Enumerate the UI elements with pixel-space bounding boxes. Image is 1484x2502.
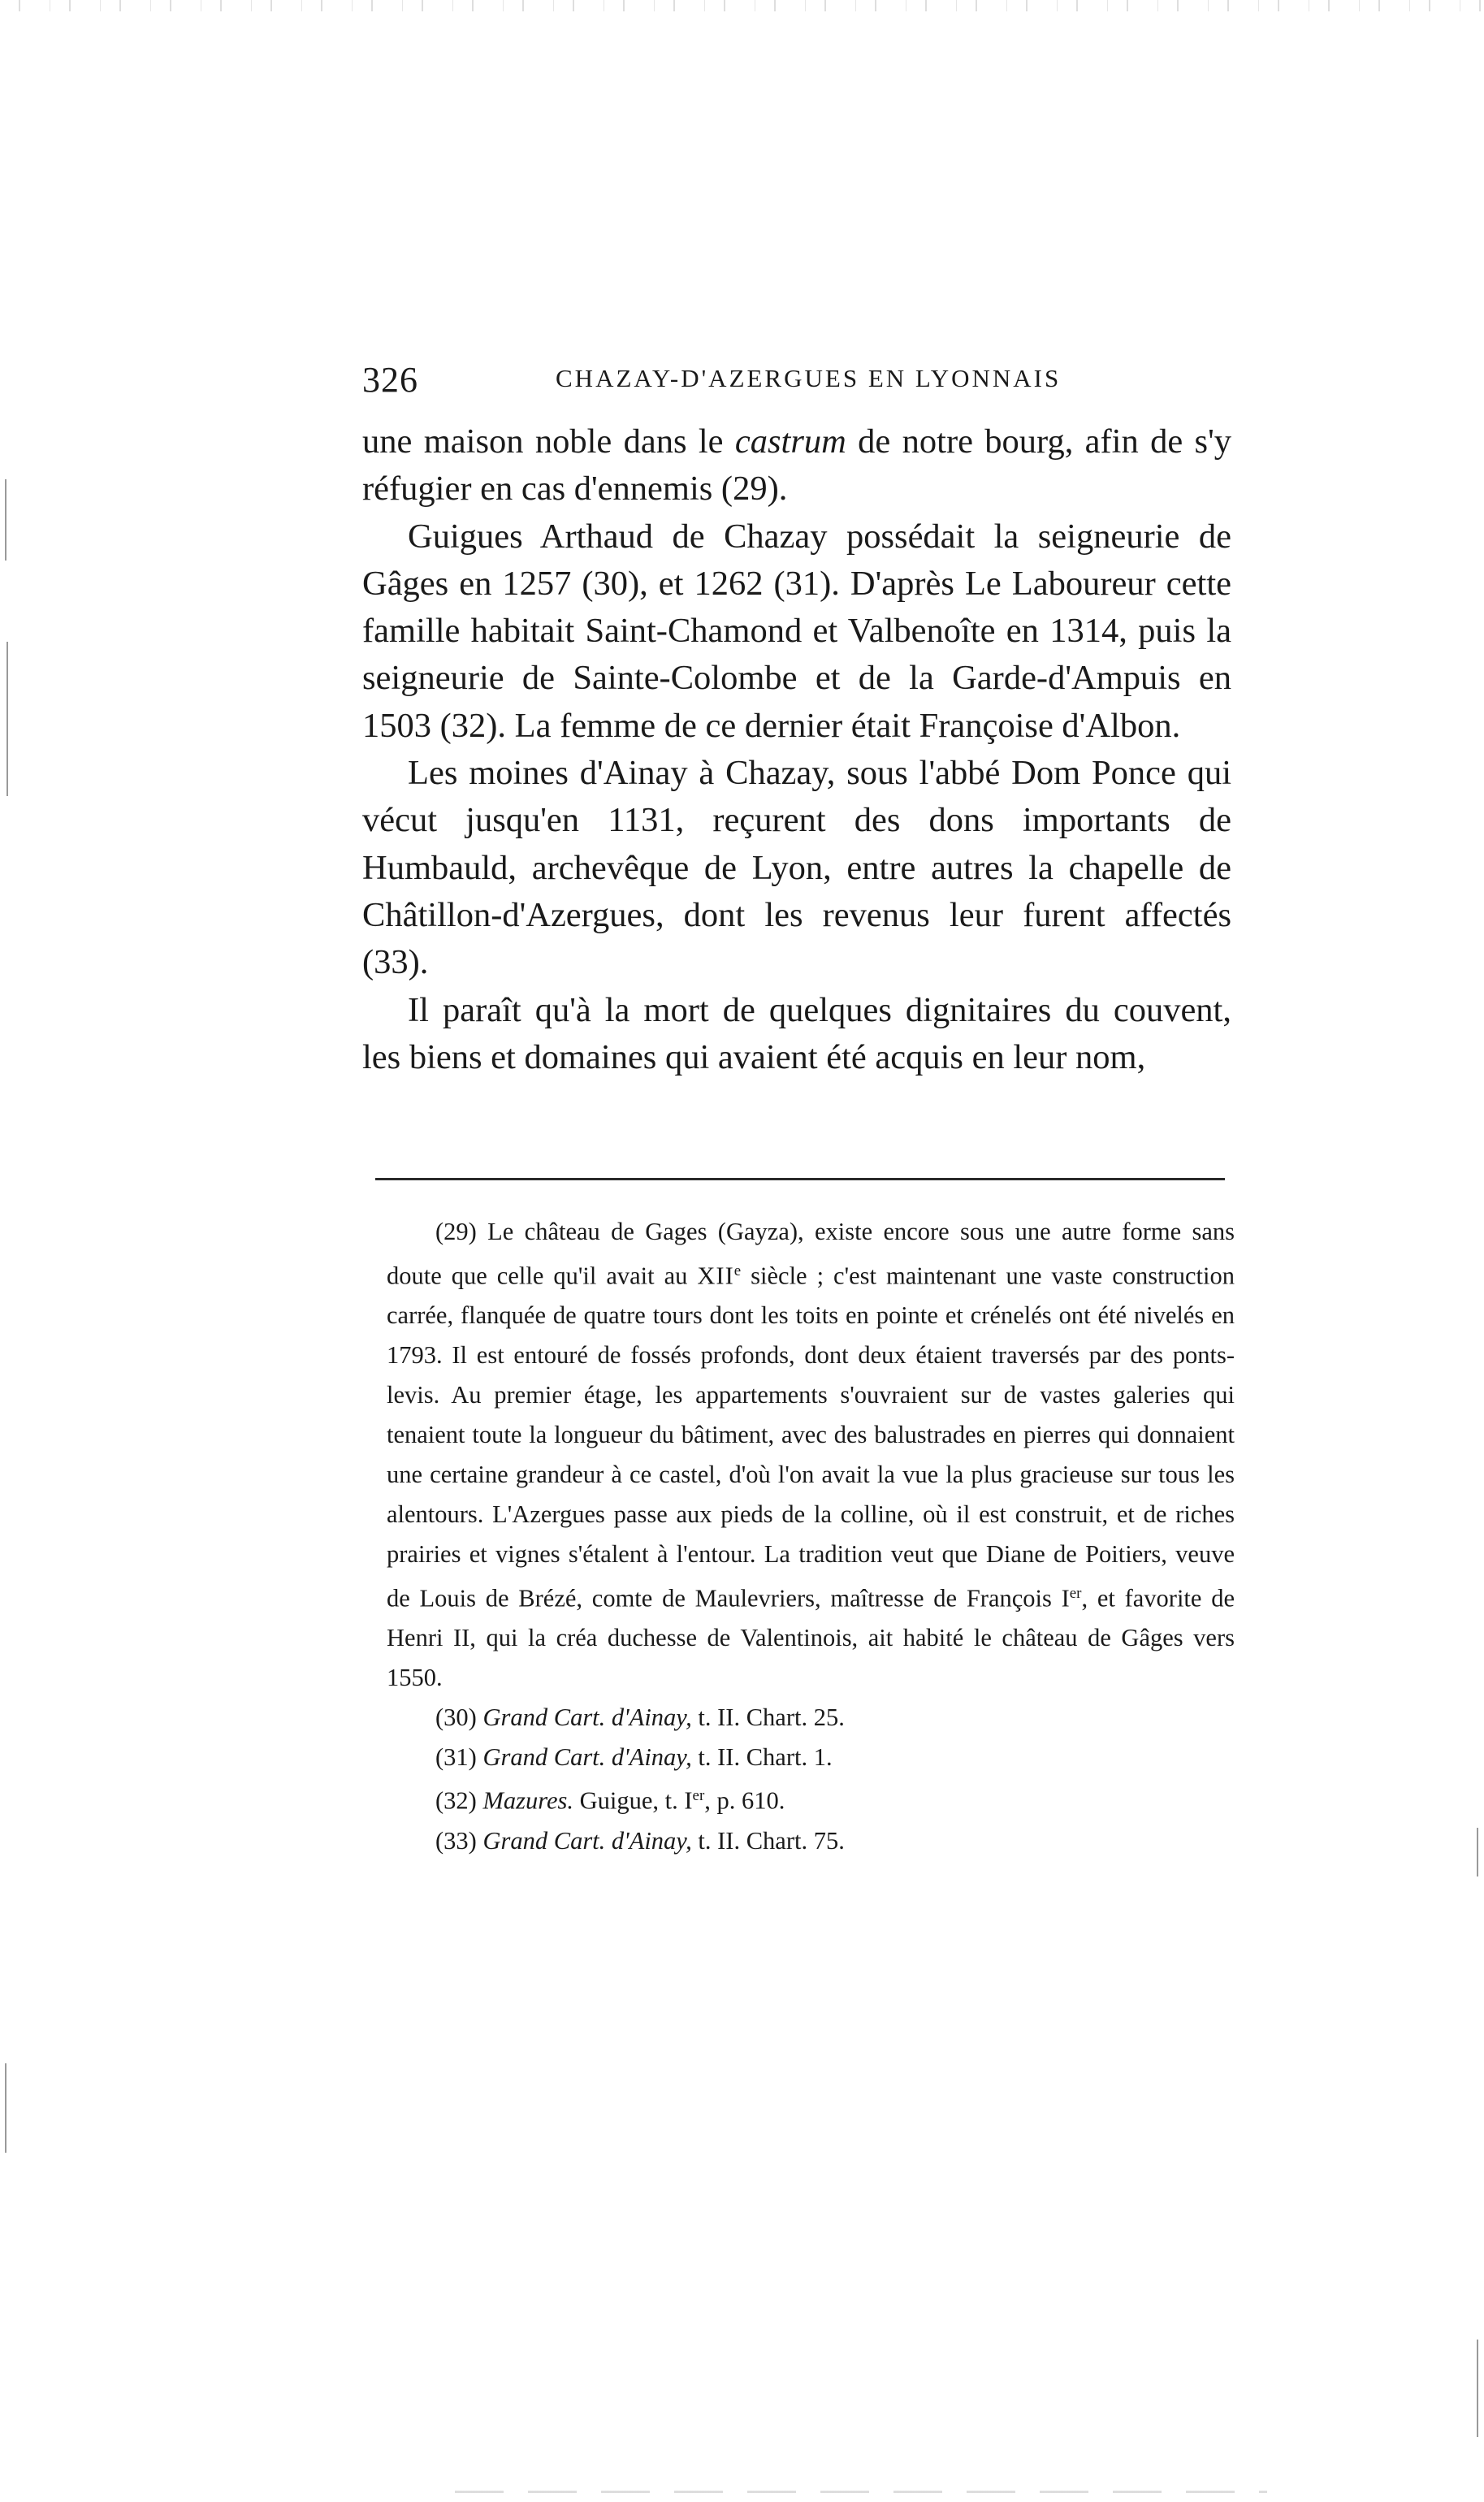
- scan-edge-mark-left-3: [5, 2063, 6, 2153]
- scan-edge-mark-right-2: [1477, 2340, 1478, 2437]
- footnote-32: (32) Mazures. Guigue, t. Ier, p. 610.: [435, 1786, 785, 1815]
- italic-term: castrum: [734, 422, 846, 461]
- footnote-29: (29) Le château de Gages (Gayza), existe encore sous une autre forme sans doute que celle qu'il avait au XIIe siècle ; c'est maintenant une vaste construction carrée, flanquée de quatre tours dont les toits en pointe et crénelés ont été nivelés en 1793. Il est entouré de fossés profonds, dont deux étaient traversés par des ponts-levis. Au premier étage, les appartements s'ouvraient sur de vastes galeries qui tenaient toute la longueur du bâtiment, avec des balustrades en pierres qui donnaient une certaine grandeur à ce castel, d'où l'on avait la vue la plus gracieuse sur tous les alentours. L'Azergues passe aux pieds de la colline, où il est construit, et de riches prairies et vignes s'étalent à l'entour. La tradition veut que Diane de Poitiers, veuve de Louis de Brézé, comte de Maulevriers, maîtresse de François Ier, et favorite de Henri II, qui la créa duchesse de Valentinois, ait habité le château de Gâges vers 1550.: [387, 1218, 1235, 1691]
- footnote-33: (33) Grand Cart. d'Ainay, t. II. Chart. 75.: [435, 1826, 845, 1855]
- footnote-31: (31) Grand Cart. d'Ainay, t. II. Chart. 1.: [435, 1742, 833, 1771]
- scan-edge-mark-left-1: [5, 479, 6, 561]
- paragraph-continued: une maison noble dans le castrum de notre bourg, afin de s'y réfugier en cas d'ennemis (29).: [362, 422, 1231, 509]
- scan-edge-noise-bottom: [455, 2491, 1267, 2493]
- main-text: [362, 418, 1231, 1081]
- running-title: CHAZAY-D'AZERGUES EN LYONNAIS: [556, 364, 1062, 392]
- page-number: 326: [362, 360, 418, 400]
- running-head: [362, 359, 1231, 408]
- scan-edge-noise-top: [0, 0, 1484, 11]
- scan-edge-mark-left-2: [6, 642, 8, 796]
- scan-edge-mark-right-1: [1477, 1828, 1478, 1876]
- footnote-divider: [375, 1178, 1225, 1180]
- paragraph-moines: Les moines d'Ainay à Chazay, sous l'abbé Dom Ponce qui vécut jusqu'en 1131, reçurent des dons importants de Humbauld, archevêque de Lyon, entre autres la chapelle de Châtillon-d'Azergues, dont les revenus leur furent affectés (33).: [362, 754, 1231, 982]
- footnotes: [387, 1212, 1235, 1861]
- paragraph-guigues: Guigues Arthaud de Chazay possédait la seigneurie de Gâges en 1257 (30), et 1262 (31). D'après Le Laboureur cette famille habitait Saint-Chamond et Valbenoîte en 1314, puis la seigneurie de Sainte-Colombe et de la Garde-d'Ampuis en 1503 (32). La femme de ce dernier était Françoise d'Albon.: [362, 517, 1231, 745]
- footnote-30: (30) Grand Cart. d'Ainay, t. II. Chart. 25.: [435, 1703, 845, 1731]
- paragraph-dignitaires: Il paraît qu'à la mort de quelques dignitaires du couvent, les biens et domaines qui avaient été acquis en leur nom,: [362, 990, 1231, 1076]
